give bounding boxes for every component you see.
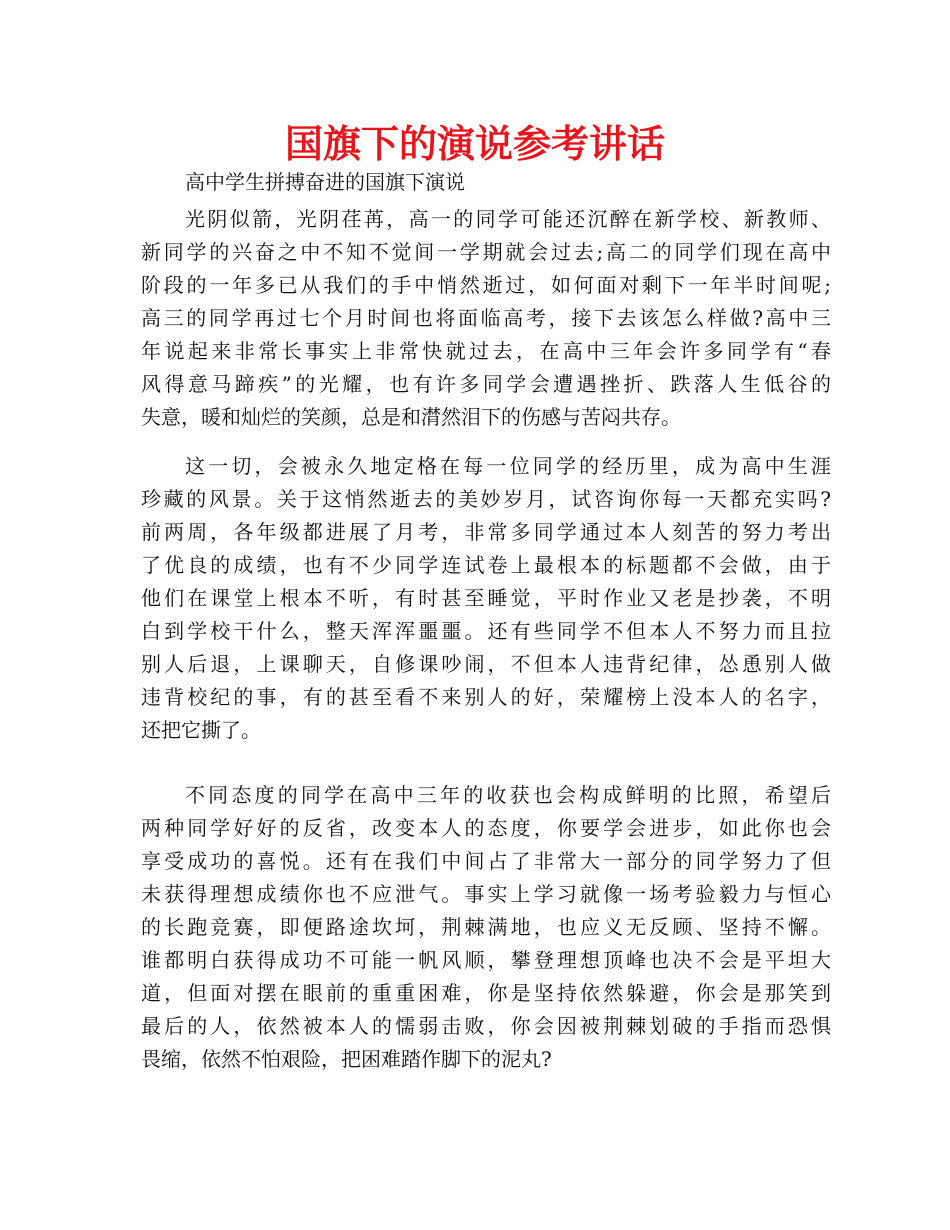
text-line: 未获得理想成绩你也不应泄气。事实上学习就像一场考验毅力与恒心 [141, 882, 831, 906]
document-title: 国旗下的演说参考讲话 [284, 122, 665, 166]
paragraph-1 [141, 203, 831, 434]
text-line: 的长跑竞赛，即便路途坎坷，荆棘满地，也应义无反顾、坚持不懈。 [141, 915, 831, 939]
text-line: 畏缩，依然不怕艰险，把困难踏作脚下的泥丸? [141, 1047, 552, 1071]
text-line: 光阴似箭，光阴荏苒，高一的同学可能还沉醉在新学校、新教师、 [185, 207, 831, 231]
text-line: 珍藏的风景。关于这悄然逝去的美妙岁月，试咨询你每一天都充实吗? [141, 487, 831, 511]
text-line: 别人后退，上课聊天，自修课吵闹，不但本人违背纪律，怂恿别人做 [141, 652, 831, 676]
text-line: 年说起来非常长事实上非常快就过去，在高中三年会许多同学有“春 [141, 339, 831, 363]
text-line: 前两周，各年级都进展了月考，非常多同学通过本人刻苦的努力考出 [141, 520, 831, 544]
text-line: 高三的同学再过七个月时间也将面临高考，接下去该怎么样做?高中三 [141, 306, 831, 330]
text-line: 新同学的兴奋之中不知不觉间一学期就会过去;高二的同学们现在高中 [141, 240, 831, 264]
text-line: 最后的人，依然被本人的懦弱击败，你会因被荆棘划破的手指而恐惧 [141, 1014, 831, 1038]
text-line: 风得意马蹄疾”的光耀，也有许多同学会遭遇挫折、跌落人生低谷的 [141, 372, 831, 396]
text-line: 阶段的一年多已从我们的手中悄然逝过，如何面对剩下一年半时间呢; [141, 273, 831, 297]
text-line: 失意，暖和灿烂的笑颜，总是和潸然泪下的伤感与苦闷共存。 [141, 405, 681, 429]
text-line: 道，但面对摆在眼前的重重困难，你是坚持依然躲避，你会是那笑到 [141, 981, 831, 1005]
paragraph-3 [141, 779, 831, 1076]
text-line: 这一切，会被永久地定格在每一位同学的经历里，成为高中生涯 [185, 454, 831, 478]
text-line: 还把它撕了。 [141, 718, 261, 742]
text-line: 了优良的成绩，也有不少同学连试卷上最根本的标题都不会做，由于 [141, 553, 831, 577]
paragraph-2 [141, 450, 831, 747]
text-line: 谁都明白获得成功不可能一帆风顺，攀登理想顶峰也决不会是平坦大 [141, 948, 831, 972]
text-line: 白到学校干什么，整天浑浑噩噩。还有些同学不但本人不努力而且拉 [141, 619, 831, 643]
text-line: 不同态度的同学在高中三年的收获也会构成鲜明的比照，希望后 [185, 783, 831, 807]
text-line: 两种同学好好的反省，改变本人的态度，你要学会进步，如此你也会 [141, 816, 831, 840]
text-line: 违背校纪的事，有的甚至看不来别人的好，荣耀榜上没本人的名字， [141, 685, 831, 709]
text-line: 享受成功的喜悦。还有在我们中间占了非常大一部分的同学努力了但 [141, 849, 831, 873]
text-line: 他们在课堂上根本不听，有时甚至睡觉，平时作业又老是抄袭，不明 [141, 586, 831, 610]
document-subtitle: 高中学生拼搏奋进的国旗下演说 [185, 170, 465, 194]
